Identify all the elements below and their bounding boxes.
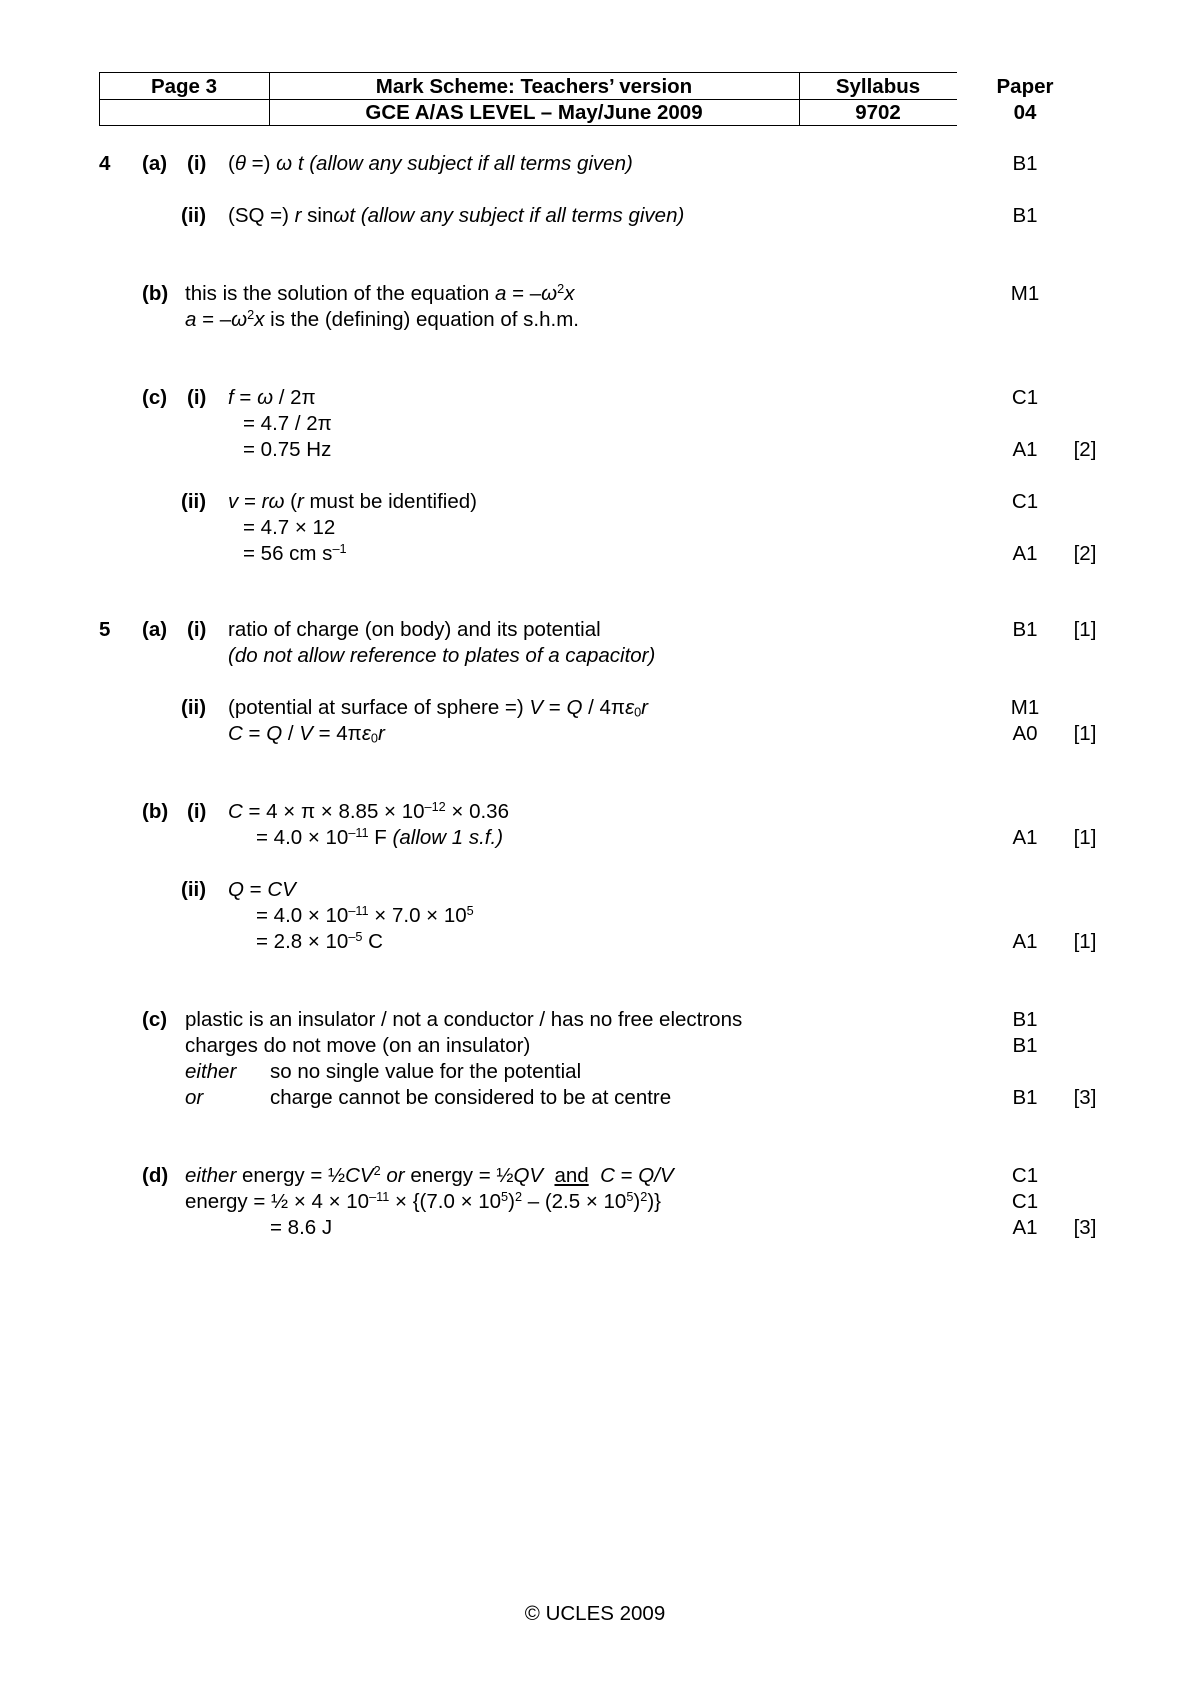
q4ci-line2: = 4.7 / 2π [243,412,332,435]
q4cii-label: (ii) [181,490,207,513]
q5bii-label: (ii) [181,878,207,901]
q4cii-mark2: A1 [1012,542,1038,565]
q5aii-total: [1] [1073,722,1097,745]
q4c-label: (c) [142,386,168,409]
q4aii-answer: (SQ =) r sinωt (allow any subject if all terms given) [228,204,685,227]
q5c-either-text: so no single value for the potential [270,1060,582,1083]
q4-number: 4 [99,152,111,175]
q4a-label: (a) [142,152,168,175]
header-exam: GCE A/AS LEVEL – May/June 2009 [365,101,703,124]
q5aii-label: (ii) [181,696,207,719]
q5c-mark3: B1 [1012,1086,1038,1109]
q5bi-total: [1] [1073,826,1097,849]
q4b-line2: $a = -\omega^2x$ is the (defining) equation of s.h.m. [185,307,579,331]
q4cii-line2: = 4.7 × 12 [243,516,336,539]
q5aii-line1: (potential at surface of sphere =) $V = Q / 4\pi\varepsilon_0r$ [228,696,648,720]
q5bii-line2: = $4.0 \times 10^{-11} \times 7.0 \times 10^5$ [256,903,474,927]
q5ai-label: (i) [187,618,207,641]
q5d-label: (d) [142,1164,169,1187]
q5bi-line1: $C = 4 \times \pi \times 8.85 \times 10^{-12} \times 0.36$ [228,799,509,823]
q5aii-line2: $C = Q / V = 4\pi\varepsilon_0r$ [228,722,385,746]
q5c-label: (c) [142,1008,168,1031]
q4b-line1: this is the solution of the equation $a = -\omega^2x$ [185,281,575,305]
header-paper-label: Paper [996,75,1054,98]
q5c-mark1: B1 [1012,1008,1038,1031]
header-page: Page 3 [150,75,218,98]
q4ci-mark2: A1 [1012,438,1038,461]
q4ci-label: (i) [187,386,207,409]
q4aii-label: (ii) [181,204,207,227]
q5ai-line2: (do not allow reference to plates of a capacitor) [228,644,656,667]
q5aii-mark1: M1 [1010,696,1040,719]
q4ai-answer: (θ =) ω t (allow any subject if all terms given) [228,152,633,175]
header-syllabus-label: Syllabus [835,75,921,98]
q5bii-line1: Q = CV [228,878,296,901]
q4ai-mark: B1 [1012,152,1038,175]
q5c-total: [3] [1073,1086,1097,1109]
q4ai-label: (i) [187,152,207,175]
q5bi-label: (i) [187,800,207,823]
q5d-line1: either energy = $\frac{1}{2}CV^2$ or energy = ½QV and C = Q/V [185,1163,674,1187]
q5bii-total: [1] [1073,930,1097,953]
q4ci-line3: = 0.75 Hz [243,438,332,461]
header-table [99,72,957,126]
q5-number: 5 [99,618,111,641]
q4b-mark: M1 [1010,282,1040,305]
q5c-mark2: B1 [1012,1034,1038,1057]
q4cii-mark1: C1 [1011,490,1039,513]
q5bi-mark: A1 [1012,826,1038,849]
q5d-total: [3] [1073,1216,1097,1239]
q4ci-line1: f = ω / 2π [228,386,316,409]
q5d-mark2: C1 [1011,1190,1039,1213]
q5c-line2: charges do not move (on an insulator) [185,1034,531,1057]
q5c-line1: plastic is an insulator / not a conductor / has no free electrons [185,1008,743,1031]
q5d-line3: = 8.6 J [270,1216,333,1239]
q5ai-mark: B1 [1012,618,1038,641]
q5c-or: or [185,1086,204,1109]
q5d-line2: energy = ½ × $4 \times 10^{-11} \times \{(7.0 \times 10^5)^2 - (2.5 \times 10^5)^2)$} [185,1189,661,1213]
q4cii-line1: v = rω (r must be identified) [228,490,477,513]
q4cii-total: [2] [1073,542,1097,565]
q4ci-total: [2] [1073,438,1097,461]
q4ci-mark1: C1 [1011,386,1039,409]
q5d-mark1: C1 [1011,1164,1039,1187]
q5c-or-text: charge cannot be considered to be at centre [270,1086,672,1109]
q5bii-mark: A1 [1012,930,1038,953]
header-syllabus-code: 9702 [855,101,901,124]
q5ai-line1: ratio of charge (on body) and its potential [228,618,601,641]
header-title: Mark Scheme: Teachers’ version [375,75,693,98]
q5a-label: (a) [142,618,168,641]
q5ai-total: [1] [1073,618,1097,641]
q5d-mark3: A1 [1012,1216,1038,1239]
footer-copyright: © UCLES 2009 [524,1602,666,1625]
q5aii-mark2: A0 [1012,722,1038,745]
header-paper-code: 04 [1013,101,1037,124]
q5b-label: (b) [142,800,169,823]
q4aii-mark: B1 [1012,204,1038,227]
q5bii-line3: = $2.8 \times 10^{-5}$ C [256,929,383,953]
q5c-either: either [185,1060,237,1083]
q4cii-line3: = 56 cm $s^{-1}$ [243,541,347,565]
q4b-label: (b) [142,282,169,305]
q5bi-line2: = $4.0 \times 10^{-11}$ F (allow 1 s.f.) [256,825,504,849]
